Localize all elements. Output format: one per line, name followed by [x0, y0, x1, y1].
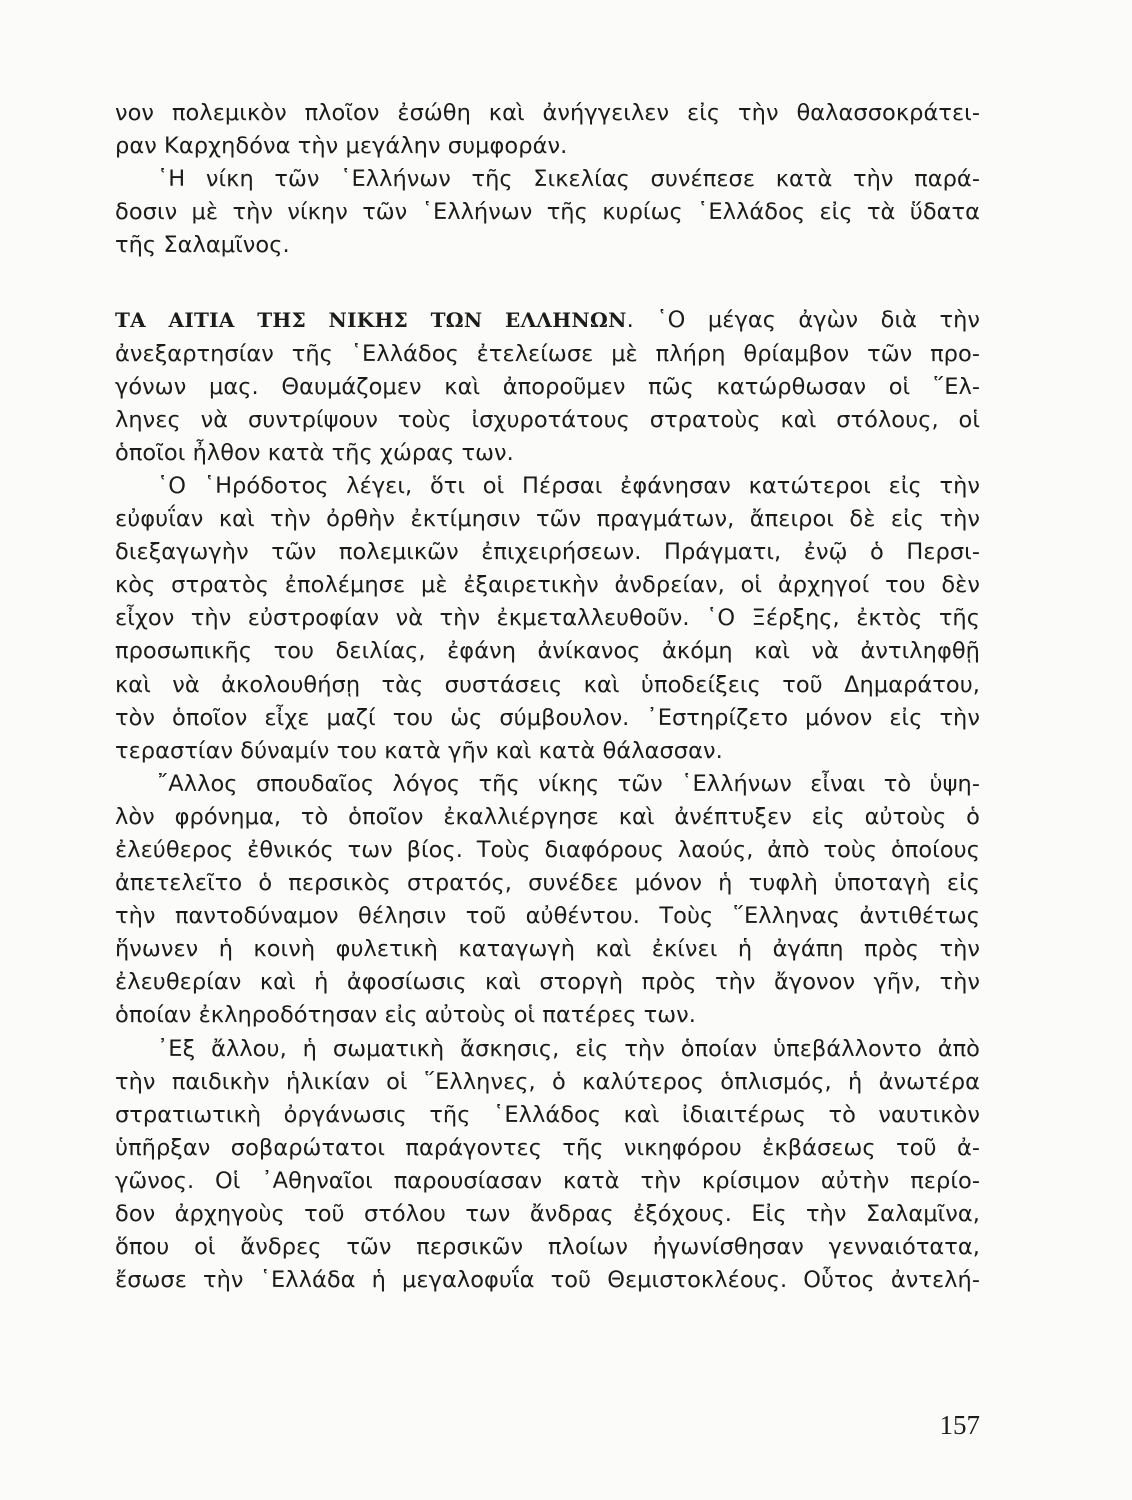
- text-line: ἐλεύθερος ἐθνικός των βίος. Τοὺς διαφόρους λαούς, ἀπὸ τοὺς ὁποίους: [115, 836, 980, 863]
- text-line: ἀνεξαρτησίαν τῆς ῾Ελλάδος ἐτελείωσε μὲ πλήρη θρίαμβον τῶν προ-: [115, 340, 980, 367]
- text-line: ὅπου οἱ ἄνδρες τῶν περσικῶν πλοίων ἠγωνίσθησαν γενναιότατα,: [115, 1234, 980, 1261]
- text-line: ληνες νὰ συντρίψουν τοὺς ἰσχυροτάτους στρατοὺς καὶ στόλους, οἱ: [115, 406, 980, 433]
- text-line: ῾Η νίκη τῶν ῾Ελλήνων τῆς Σικελίας συνέπεσε κατὰ τὴν παρά-: [157, 166, 980, 193]
- section-heading: ΤΑ ΑΙΤΙΑ ΤΗΣ ΝΙΚΗΣ ΤΩΝ ΕΛΛΗΝΩΝ: [115, 308, 627, 333]
- text-line: ἐλευθερίαν καὶ ἡ ἀφοσίωσις καὶ στοργὴ πρὸς τὴν ἄγονον γῆν, τὴν: [115, 969, 980, 996]
- text-line: ῾Ο ῾Ηρόδοτος λέγει, ὅτι οἱ Πέρσαι ἐφάνησαν κατώτεροι εἰς τὴν: [157, 472, 980, 499]
- text-line: τὴν παιδικὴν ἡλικίαν οἱ ῞Ελληνες, ὁ καλύτερος ὁπλισμός, ἡ ἀνωτέρα: [115, 1068, 980, 1095]
- text-line: ἔσωσε τὴν ῾Ελλάδα ἡ μεγαλοφυΐα τοῦ Θεμιστοκλέους. Οὗτος ἀντελή-: [115, 1267, 980, 1294]
- text-line: ὁποίαν ἐκληροδότησαν εἰς αὐτοὺς οἱ πατέρες των.: [115, 1002, 696, 1029]
- section-gap: [115, 262, 980, 304]
- text-line: στρατιωτικὴ ὀργάνωσις τῆς ῾Ελλάδος καὶ ἰδιαιτέρως τὸ ναυτικὸν: [115, 1101, 980, 1128]
- text-line: ραν Καρχηδόνα τὴν μεγάλην συμφοράν.: [115, 133, 568, 160]
- text-line: νον πολεμικὸν πλοῖον ἐσώθη καὶ ἀνήγγειλεν εἰς τὴν θαλασσοκράτει-: [115, 100, 980, 126]
- text-line: ἥνωνεν ἡ κοινὴ φυλετικὴ καταγωγὴ καὶ ἐκίνει ἡ ἀγάπη πρὸς τὴν: [115, 936, 980, 963]
- page-number: 157: [939, 1410, 980, 1440]
- text-line: ἀπετελεῖτο ὁ περσικὸς στρατός, συνέδεε μόνον ἡ τυφλὴ ὑποταγὴ εἰς: [115, 870, 980, 897]
- text-line: δον ἀρχηγοὺς τοῦ στόλου των ἄνδρας ἐξόχους. Εἰς τὴν Σαλαμῖνα,: [115, 1201, 980, 1227]
- text-line: κὸς στρατὸς ἐπολέμησε μὲ ἐξαιρετικὴν ἀνδρείαν, οἱ ἀρχηγοί του δὲν: [115, 572, 980, 599]
- text-line: εἶχον τὴν εὐστροφίαν νὰ τὴν ἐκμεταλλευθοῦν. ῾Ο Ξέρξης, ἐκτὸς τῆς: [115, 605, 980, 632]
- text-line: ῎Αλλος σπουδαῖος λόγος τῆς νίκης τῶν ῾Ελλήνων εἶναι τὸ ὑψη-: [157, 770, 980, 797]
- text-line: τῆς Σαλαμῖνος.: [115, 232, 290, 259]
- text-line: ᾿Εξ ἄλλου, ἡ σωματικὴ ἄσκησις, εἰς τὴν ὁποίαν ὑπεβάλλοντο ἀπὸ: [157, 1035, 980, 1062]
- body-text: [115, 97, 980, 1297]
- text-line: τὸν ὁποῖον εἶχε μαζί του ὡς σύμβουλον. ᾿Εστηρίζετο μόνον εἰς τὴν: [115, 704, 980, 731]
- heading-continuation: . ῾Ο μέγας ἀγὼν διὰ τὴν: [626, 307, 981, 334]
- text-line: τὴν παντοδύναμον θέλησιν τοῦ αὐθέντου. Τοὺς ῞Ελληνας ἀντιθέτως: [115, 903, 980, 930]
- text-line: δοσιν μὲ τὴν νίκην τῶν ῾Ελλήνων τῆς κυρίως ῾Ελλάδος εἰς τὰ ὕδατα: [115, 199, 980, 226]
- text-line: γῶνος. Οἱ ᾿Αθηναῖοι παρουσίασαν κατὰ τὴν κρίσιμον αὐτὴν περίο-: [115, 1167, 980, 1194]
- text-line: εὐφυΐαν καὶ τὴν ὀρθὴν ἐκτίμησιν τῶν πραγμάτων, ἄπειροι δὲ εἰς τὴν: [115, 506, 980, 533]
- text-line: ὁποῖοι ἦλθον κατὰ τῆς χώρας των.: [115, 439, 514, 466]
- text-line: λὸν φρόνημα, τὸ ὁποῖον ἐκαλλιέργησε καὶ ἀνέπτυξεν εἰς αὐτοὺς ὁ: [115, 803, 980, 830]
- text-line: ὑπῆρξαν σοβαρώτατοι παράγοντες τῆς νικηφόρου ἐκβάσεως τοῦ ἀ-: [115, 1134, 980, 1161]
- section-heading-line: [115, 304, 980, 337]
- text-line: τεραστίαν δύναμίν του κατὰ γῆν καὶ κατὰ θάλασσαν.: [115, 737, 723, 764]
- text-line: καὶ νὰ ἀκολουθήσῃ τὰς συστάσεις καὶ ὑποδείξεις τοῦ Δημαράτου,: [115, 671, 980, 698]
- text-line: γόνων μας. Θαυμάζομεν καὶ ἀποροῦμεν πῶς κατώρθωσαν οἱ ῞Ελ-: [115, 373, 980, 400]
- text-line: προσωπικῆς του δειλίας, ἐφάνη ἀνίκανος ἀκόμη καὶ νὰ ἀντιληφθῇ: [115, 638, 980, 665]
- text-line: διεξαγωγὴν τῶν πολεμικῶν ἐπιχειρήσεων. Πράγματι, ἐνῷ ὁ Περσι-: [115, 539, 980, 566]
